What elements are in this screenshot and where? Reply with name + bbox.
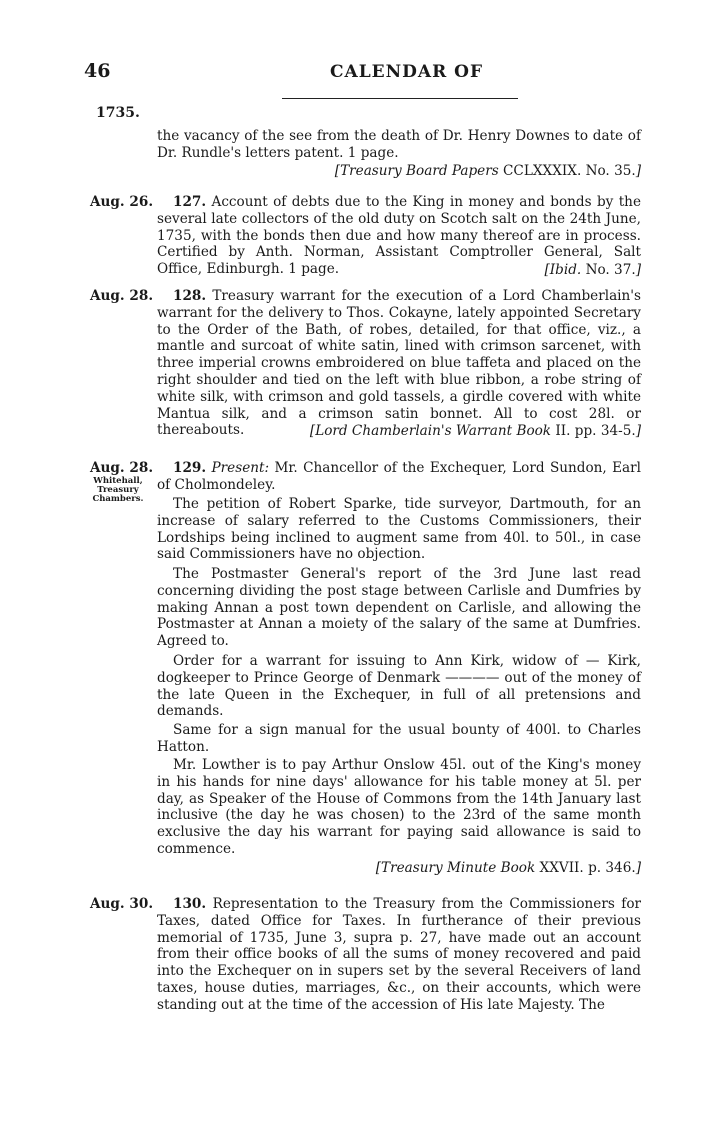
entry-present xyxy=(157,460,641,494)
entry-body: Account of debts due to the King in money and bonds by the several late collectors of the old duty on Scotch salt on the 24th June, 1735, with the bonds then due and how many thereof are in process. Certified by Anth. Norman, Assistant Comptroller General, Salt Office, Edinburgh. 1 page. xyxy=(157,194,641,278)
entry-number: 130. xyxy=(173,896,207,912)
year-margin: 1735. xyxy=(96,105,140,121)
entry-number: 129. xyxy=(173,460,207,476)
source-title: Lord Chamberlain's Warrant Book xyxy=(315,423,552,439)
source-location: II. pp. 34-5. xyxy=(555,423,636,439)
source-location: CCLXXXIX. No. 35. xyxy=(503,163,636,179)
entry-text xyxy=(157,896,641,1014)
entry-place: Whitehall, Treasury Chambers. xyxy=(92,476,144,504)
entry-date: Aug. 28. xyxy=(90,288,154,304)
source-title: Treasury Minute Book xyxy=(381,860,536,876)
entry-text xyxy=(157,288,641,439)
source-title: Ibid. xyxy=(549,262,582,278)
source-reference: [Lord Chamberlain's Warrant Book II. pp. 34-5.] xyxy=(309,423,641,439)
minute-paragraph: Order for a warrant for issuing to Ann Kirk, widow of — Kirk, dogkeeper to Prince George of Denmark ———— out of the money of the late Queen in the Exchequer, in full of all pretensions and demands. xyxy=(157,653,641,720)
source-location: No. 37. xyxy=(585,262,636,278)
entry-continuation-text: the vacancy of the see from the death of Dr. Henry Downes to date of Dr. Rundle's letters patent. 1 page. xyxy=(157,128,641,161)
entry-number: 128. xyxy=(173,288,207,304)
minute-paragraph: The petition of Robert Sparke, tide surveyor, Dartmouth, for an increase of salary referred to the Customs Commissioners, their Lordships being inclined to augment same from 40l. to 50l., in case said Commissioners have no objection. xyxy=(157,496,641,563)
minute-paragraph: The Postmaster General's report of the 3rd June last read concerning dividing the post stage between Carlisle and Dumfries by making Annan a post town dependent on Carlisle, and allowing the Postmaster at Annan a moiety of the salary of the same at Dumfries. Agreed to. xyxy=(157,566,641,650)
entry-number: 127. xyxy=(173,194,207,210)
entry-date: Aug. 28. xyxy=(90,460,154,476)
source-location: XXVII. p. 346. xyxy=(539,860,636,876)
entry-date: Aug. 30. xyxy=(90,896,154,912)
source-title: Treasury Board Papers xyxy=(340,163,499,179)
running-head: CALENDAR OF xyxy=(330,62,484,82)
entry-body: Representation to the Treasury from the Commissioners for Taxes, dated Office for Taxes. In furtherance of their previous memorial of 1735, June 3, supra p. 27, have made out an account from their office books of all the sums of money recovered and paid into the Exchequer on in supers set by the several Receivers of land taxes, house duties, marriages, &c., on their accounts, which were standing out at the time of the accession of His late Majesty. The xyxy=(157,896,641,1013)
entry-body: Treasury warrant for the execution of a Lord Chamberlain's warrant for the delivery to Thos. Cokayne, lately appointed Secretary to the Order of the Bath, of robes, detailed, for that office, viz., a mantle and surcoat of white satin, lined with crimson sarcenet, with three imperial crowns embroidered on blue taffeta and placed on the right shoulder and tied on the left with blue ribbon, a robe string of white silk, with crimson and gold tassels, a girdle covered with white Mantua silk, and a crimson satin bonnet. All to cost 28l. or thereabouts. xyxy=(157,288,641,439)
present-label: Present: xyxy=(211,460,270,476)
present-text: Mr. Chancellor of the Exchequer, Lord Sundon, Earl of Cholmondeley. xyxy=(157,460,642,493)
minute-paragraph: Same for a sign manual for the usual bounty of 400l. to Charles Hatton. xyxy=(157,722,641,755)
source-reference: [Ibid. No. 37.] xyxy=(544,262,641,278)
source-reference: [Treasury Minute Book XXVII. p. 346.] xyxy=(375,860,641,876)
minute-paragraph: Mr. Lowther is to pay Arthur Onslow 45l. out of the King's money in his hands for nine days' allowance for his table money at 5l. per day, as Speaker of the House of Commons from the 14th January last inclusive (the day he was chosen) to the 23rd of the same month exclusive the day his warrant for paying said allowance is said to commence. xyxy=(157,757,641,857)
entry-date: Aug. 26. xyxy=(90,194,154,210)
header-rule xyxy=(282,98,518,99)
page-number: 46 xyxy=(84,60,111,82)
source-reference: [Treasury Board Papers CCLXXXIX. No. 35.] xyxy=(334,163,641,179)
